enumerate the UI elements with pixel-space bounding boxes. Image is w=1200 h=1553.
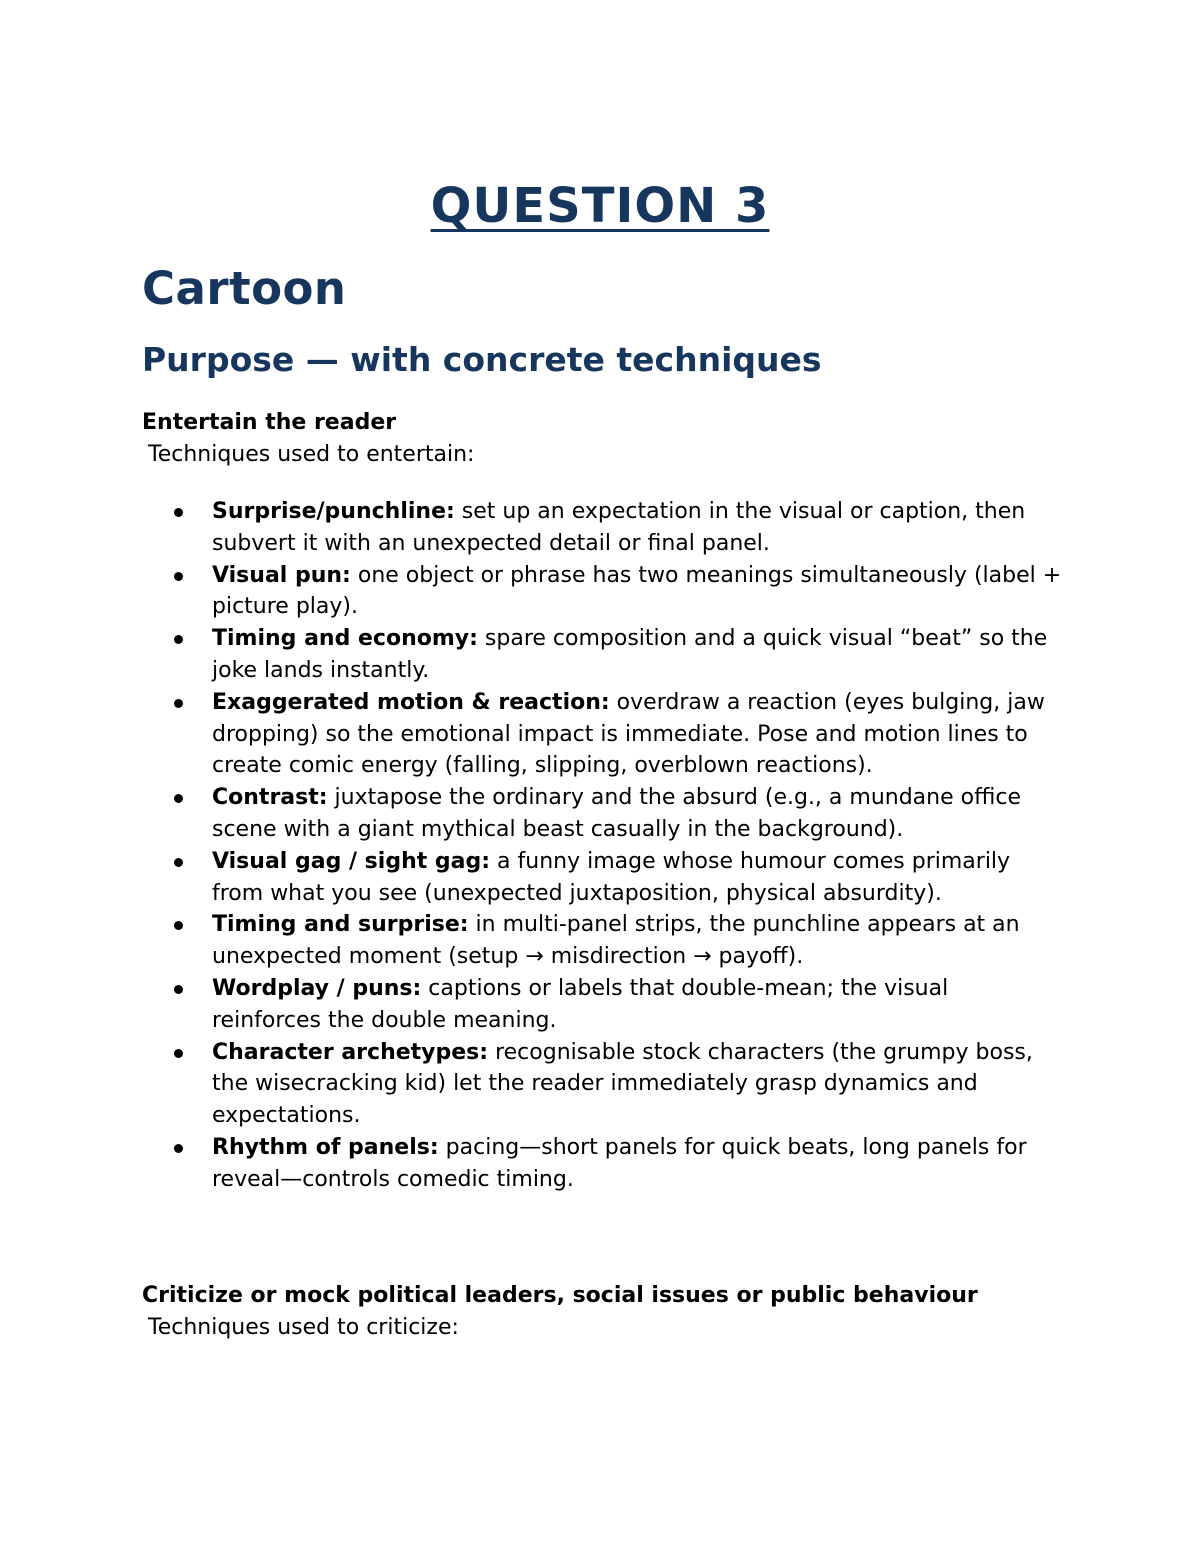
technique-term: Character archetypes:: [212, 1039, 489, 1065]
technique-term: Timing and economy:: [212, 626, 478, 652]
bullet-icon: [174, 572, 183, 581]
bullet-icon: [174, 699, 183, 708]
list-item: [142, 560, 1062, 624]
technique-term: Contrast:: [212, 785, 328, 811]
topic-heading: Cartoon: [142, 262, 347, 315]
purpose-heading: Purpose — with concrete techniques: [142, 340, 822, 379]
technique-description: one object or phrase has two meanings simultaneously (label + picture play).: [212, 562, 1062, 620]
list-item: [142, 623, 1062, 687]
list-item: [142, 687, 1062, 782]
technique-term: Visual gag / sight gag:: [212, 848, 491, 874]
bullet-icon: [174, 508, 183, 517]
bullet-icon: [174, 921, 183, 930]
list-item: [142, 1132, 1062, 1196]
bullet-icon: [174, 1144, 183, 1153]
technique-description: set up an expectation in the visual or caption, then subvert it with an unexpected detail or final panel.: [212, 499, 1026, 556]
section-heading-entertain: Entertain the reader: [142, 410, 397, 435]
bullet-icon: [174, 858, 183, 867]
list-item: [142, 782, 1062, 846]
technique-term: Visual pun:: [212, 562, 351, 588]
entertain-techniques-list: [142, 496, 1062, 1196]
list-item: [142, 909, 1062, 973]
technique-description: juxtapose the ordinary and the absurd (e.g., a mundane office scene with a giant mythical beast casually in the background).: [212, 785, 1021, 842]
technique-description: pacing—short panels for quick beats, long panels for reveal—controls comedic timing.: [212, 1134, 1027, 1192]
list-item: [142, 1037, 1062, 1132]
technique-description: captions or labels that double-mean; the visual reinforces the double meaning.: [212, 975, 949, 1033]
list-item: [142, 496, 1062, 560]
technique-term: Wordplay / puns:: [212, 975, 422, 1001]
technique-term: Timing and surprise:: [212, 912, 469, 938]
bullet-icon: [174, 635, 183, 644]
technique-term: Surprise/punchline:: [212, 499, 455, 524]
list-item: [142, 846, 1062, 910]
section-intro-entertain: Techniques used to entertain:: [148, 442, 475, 467]
bullet-icon: [174, 985, 183, 994]
technique-term: Exaggerated motion & reaction:: [212, 689, 610, 715]
technique-description: a funny image whose humour comes primarily from what you see (unexpected juxtaposition, physical absurdity).: [212, 848, 1011, 906]
technique-description: spare composition and a quick visual “beat” so the joke lands instantly.: [212, 626, 1048, 683]
technique-description: in multi-panel strips, the punchline appears at an unexpected moment (setup → misdirection → payoff).: [212, 912, 1020, 970]
section-intro-criticize: Techniques used to criticize:: [148, 1315, 459, 1340]
technique-description: overdraw a reaction (eyes bulging, jaw dropping) so the emotional impact is immediate. Pose and motion lines to create comic energy (falling, slipping, overblown reactions).: [212, 689, 1045, 779]
bullet-icon: [174, 1049, 183, 1058]
list-item: [142, 973, 1062, 1037]
question-title: QUESTION 3: [430, 178, 770, 234]
technique-description: recognisable stock characters (the grumpy boss, the wisecracking kid) let the reader immediately grasp dynamics and expectations.: [212, 1039, 1033, 1129]
bullet-icon: [174, 794, 183, 803]
technique-term: Rhythm of panels:: [212, 1134, 439, 1160]
section-heading-criticize: Criticize or mock political leaders, social issues or public behaviour: [142, 1283, 978, 1308]
